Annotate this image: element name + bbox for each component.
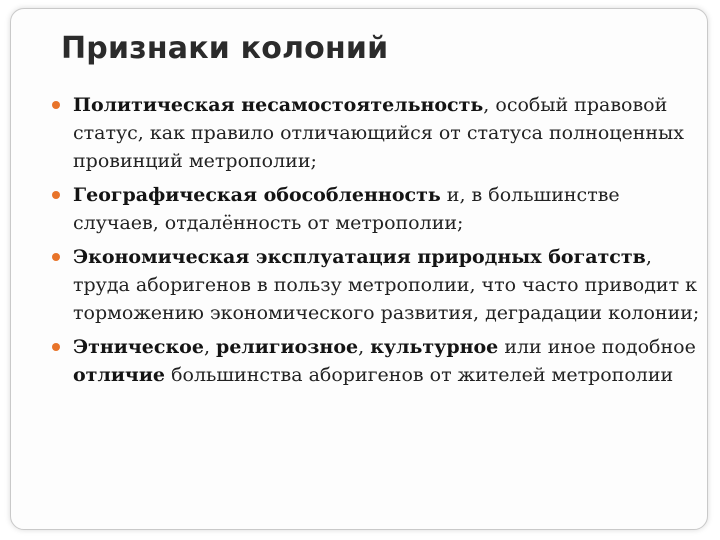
bullet-text: большинства аборигенов от жителей метрополии bbox=[165, 364, 674, 386]
bullet-list bbox=[51, 91, 701, 395]
bullet-text: и, в большинстве случаев, отдалённость от метрополии; bbox=[73, 184, 620, 234]
bullet-term: Политическая несамостоятельность bbox=[73, 94, 484, 116]
bullet-dot-icon bbox=[52, 101, 60, 109]
bullet-item-ethnic bbox=[51, 333, 701, 389]
bullet-dot-icon bbox=[52, 343, 60, 351]
bullet-item-geographic bbox=[51, 181, 701, 237]
bullet-item-economic bbox=[51, 243, 701, 327]
bullet-dot-icon bbox=[52, 191, 60, 199]
bullet-term: Этническое bbox=[73, 336, 204, 358]
bullet-text: или иное подобное bbox=[498, 336, 696, 358]
bullet-text: , труда аборигенов в пользу метрополии, что часто приводит к торможению экономического развития, деградации колонии; bbox=[73, 246, 700, 324]
slide-title: Признаки колоний bbox=[61, 31, 389, 66]
bullet-separator: , bbox=[203, 336, 217, 358]
bullet-term: религиозное bbox=[216, 336, 359, 358]
bullet-dot-icon bbox=[52, 253, 60, 261]
bullet-term: отличие bbox=[73, 364, 166, 386]
bullet-item-political bbox=[51, 91, 701, 175]
bullet-text: , особый правовой статус, как правило отличающийся от статуса полноценных провинций метрополии; bbox=[73, 94, 684, 172]
bullet-term: Экономическая эксплуатация природных богатств bbox=[73, 246, 646, 268]
bullet-term: Географическая обособленность bbox=[73, 184, 441, 206]
bullet-separator: , bbox=[358, 336, 371, 358]
bullet-term: культурное bbox=[370, 336, 499, 358]
slide-frame bbox=[10, 8, 708, 530]
